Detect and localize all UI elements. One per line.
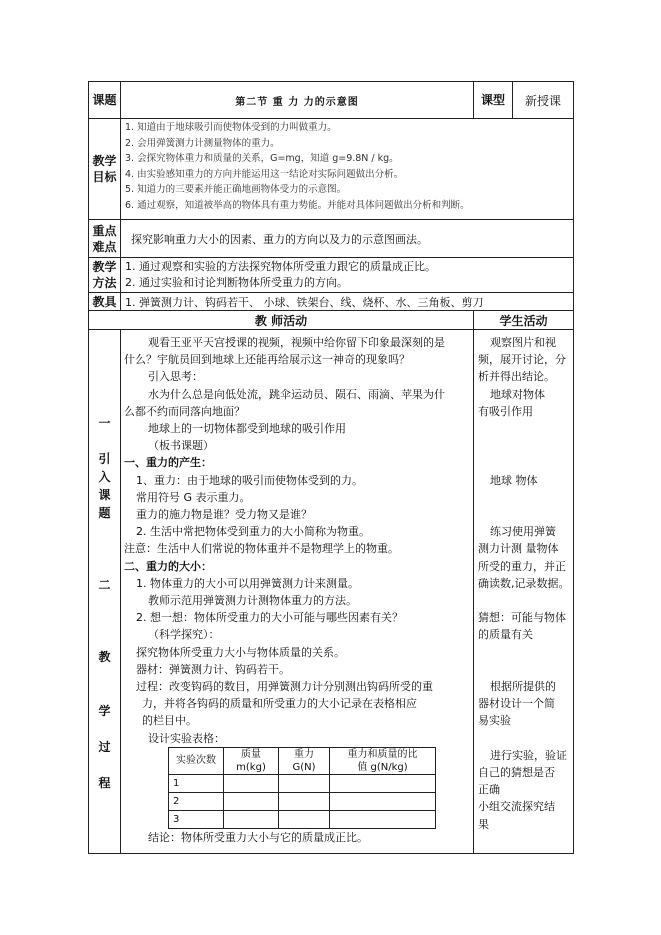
topic-row [89, 82, 574, 119]
topic-label: 课题 [89, 82, 121, 119]
side-label-char: 入 [98, 470, 111, 484]
student-line [478, 730, 570, 747]
student-line: 测力计测 量物体 [478, 542, 559, 556]
student-line [478, 437, 570, 454]
teacher-line: 探究物体所受重力大小与物体质量的关系。 [136, 645, 345, 659]
lesson-plan-table [88, 81, 574, 854]
exp-trial-number: 2 [169, 792, 224, 810]
method-item: 2. 通过实验和讨论判断物体所受重力的方向。 [125, 276, 348, 289]
side-label-char [89, 540, 120, 558]
teacher-line: 一、重力的产生： [124, 456, 212, 470]
side-label-char: 一 [98, 416, 111, 430]
student-line: 进行实验，验证 [490, 748, 568, 762]
method-item: 1. 通过观察和实验的方法探究物体所受重力跟它的质量成正比。 [125, 260, 436, 273]
side-label-char: 课 [98, 488, 111, 502]
student-line: 的质量有关 [478, 628, 534, 642]
experiment-row [169, 810, 436, 828]
student-line: 小组交流探究结 [478, 800, 556, 814]
teacher-line: 过程：改变钩码的数目，用弹簧测力计分别测出钩码所受的重 [136, 680, 433, 694]
teacher-activity-header: 教 师活动 [89, 311, 474, 330]
student-activity [474, 330, 574, 854]
side-label-char [89, 630, 120, 648]
teacher-line: （板书课题） [148, 439, 214, 453]
teacher-activity [121, 330, 474, 854]
student-line [478, 592, 570, 609]
teacher-line: 教师示范用弹簧测力计测物体重力的方法。 [148, 594, 357, 608]
goals-label [89, 119, 121, 220]
teacher-line: 注意：生活中人们常说的物体重并不是物理学上的物重。 [124, 542, 399, 556]
side-label-char: 二 [98, 578, 111, 592]
exp-header-mass: 质量 m(kg) [224, 747, 279, 774]
goal-item: 4. 由实验感知重力的方向并能运用这一结论对实际问题做出分析。 [125, 168, 404, 180]
teacher-line: 力，并将各钩码的质量和所受重力的大小记录在表格相应 [142, 697, 417, 711]
tools-text: 1. 弹簧测力计、钩码若干、 小球、铁架台、线、烧杯、水、三角板、剪刀 [121, 293, 574, 311]
teacher-line: 水为什么总是向低处流，跳伞运动员、陨石、雨滴、苹果为什 [148, 387, 445, 401]
teacher-line: 么都不约而同落向地面？ [124, 404, 245, 418]
method-row [89, 258, 574, 293]
side-label-char [89, 666, 120, 684]
teacher-line: 引入思考： [148, 370, 203, 384]
experiment-row [169, 792, 436, 810]
side-label-char: 程 [98, 776, 111, 790]
student-line: 观察图片和视 [490, 336, 557, 349]
method-label [89, 258, 121, 293]
goals-list [121, 119, 574, 220]
teacher-line: （科学探究）： [148, 628, 220, 642]
student-line [478, 489, 570, 506]
goals-row [89, 119, 574, 220]
goal-item: 3. 会探究物体重力和质量的关系，G=mg，知道 g=9.8N / kg。 [125, 153, 399, 164]
student-line: 析并得出结论。 [478, 370, 556, 384]
exp-header-trial: 实验次数 [169, 747, 224, 774]
method-label-line2: 方法 [92, 276, 117, 290]
key-text: 探究影响重力大小的因素、重力的方向以及力的示意图画法。 [121, 220, 574, 258]
type-value: 新授课 [513, 82, 574, 119]
teacher-line: 1、重力：由于地球的吸引而使物体受到的力。 [136, 473, 363, 487]
exp-trial-number: 1 [169, 774, 224, 792]
student-line [478, 506, 570, 523]
teacher-line: 设计实验表格： [148, 731, 225, 745]
goal-item: 1. 知道由于地球吸引而使物体受到的力叫做重力。 [125, 122, 337, 133]
side-label-char: 教 [98, 650, 111, 664]
experiment-header-row [169, 747, 436, 774]
student-line [478, 644, 570, 661]
goal-item: 6. 通过观察，知道被举高的物体具有重力势能。并能对具体问题做出分析和判断。 [125, 199, 470, 211]
side-label-char [89, 432, 120, 450]
side-label-char [89, 756, 120, 774]
side-label-char [89, 684, 120, 702]
teacher-line: 地球上的一切物体都受到地球的吸引作用 [148, 422, 346, 436]
experiment-row [169, 774, 436, 792]
goals-label-line2: 目标 [92, 170, 117, 184]
conclusion-text: 结论：物体所受重力大小与它的质量成正比。 [148, 830, 368, 844]
type-label: 课型 [474, 82, 513, 119]
student-line: 所受的重力，并正 [478, 559, 567, 573]
activity-body-row [89, 330, 574, 854]
teacher-line: 器材：弹簧测力计、钩码若干。 [136, 662, 290, 676]
student-line: 频，展开讨论，分 [478, 353, 567, 367]
side-label-char [89, 612, 120, 630]
exp-header-ratio: 重力和质量的比 值 g(N/kg) [330, 747, 436, 774]
student-line: 自己的猜想是否 [478, 766, 556, 780]
student-line: 正确 [478, 783, 501, 797]
side-label-char: 学 [98, 704, 111, 718]
section-side-label [89, 330, 121, 854]
teacher-line: 常用符号 G 表示重力。 [136, 490, 251, 504]
side-label-char [89, 594, 120, 612]
side-label-char [89, 558, 120, 576]
exp-header-gravity: 重力 G(N) [279, 747, 330, 774]
student-line: 有吸引作用 [478, 404, 534, 418]
teacher-line: 2. 想一想：物体所受重力的大小可能与哪些因素有关？ [136, 611, 403, 625]
side-label-char [89, 522, 120, 540]
student-line: 猜想：可能与物体 [478, 611, 567, 625]
student-line: 确读数,记录数据。 [478, 576, 570, 590]
teacher-line: 什么？宇航员回到地球上还能再给展示这一神奇的现象吗？ [124, 353, 410, 367]
student-line: 易实验 [478, 714, 512, 728]
teacher-line: 2. 生活中常把物体受到重力的大小简称为物重。 [136, 525, 370, 539]
side-label-char [89, 720, 120, 738]
key-label-line2: 难点 [92, 239, 117, 254]
side-label-char: 过 [98, 740, 111, 754]
side-label-char: 引 [98, 452, 111, 466]
teacher-line: 观看王亚平天宫授课的视频，视频中给你留下印象最深刻的是 [148, 336, 445, 349]
topic-title: 第二节 重 力 力的示意图 [121, 82, 474, 119]
student-line: 地球 物体 [490, 473, 538, 487]
exp-trial-number: 3 [169, 810, 224, 828]
side-label-char: 题 [98, 506, 111, 520]
student-line [478, 661, 570, 678]
teacher-line: 重力的施力物是谁？受力物又是谁？ [136, 508, 312, 522]
teacher-line: 1. 物体重力的大小可以用弹簧测力计来测量。 [136, 576, 359, 590]
tools-row [89, 293, 574, 311]
student-line: 根据所提供的 [490, 680, 557, 694]
key-label [89, 220, 121, 258]
goals-label-line1: 教学 [92, 154, 117, 168]
student-line [478, 420, 570, 437]
student-line: 地球对物体 [490, 387, 546, 401]
student-line: 器材设计一个简 [478, 697, 556, 711]
teacher-line: 的栏目中。 [142, 714, 197, 728]
method-list [121, 258, 574, 293]
key-label-line1: 重点 [92, 223, 117, 238]
student-line: 练习使用弹簧 [490, 525, 557, 539]
key-row [89, 220, 574, 258]
experiment-table [168, 747, 436, 829]
student-line [478, 454, 570, 471]
goal-item: 5. 知道力的三要素并能正确地画物体受力的示意图。 [125, 184, 347, 195]
method-label-line1: 教学 [92, 260, 117, 274]
tools-label: 教具 [89, 293, 121, 311]
goal-item: 2. 会用弹簧测力计测量物体的重力。 [125, 137, 280, 149]
teacher-line: 二、重力的大小： [124, 559, 212, 573]
activity-header-row [89, 311, 574, 330]
student-line: 果 [478, 817, 490, 831]
student-activity-header: 学生活动 [474, 311, 574, 330]
